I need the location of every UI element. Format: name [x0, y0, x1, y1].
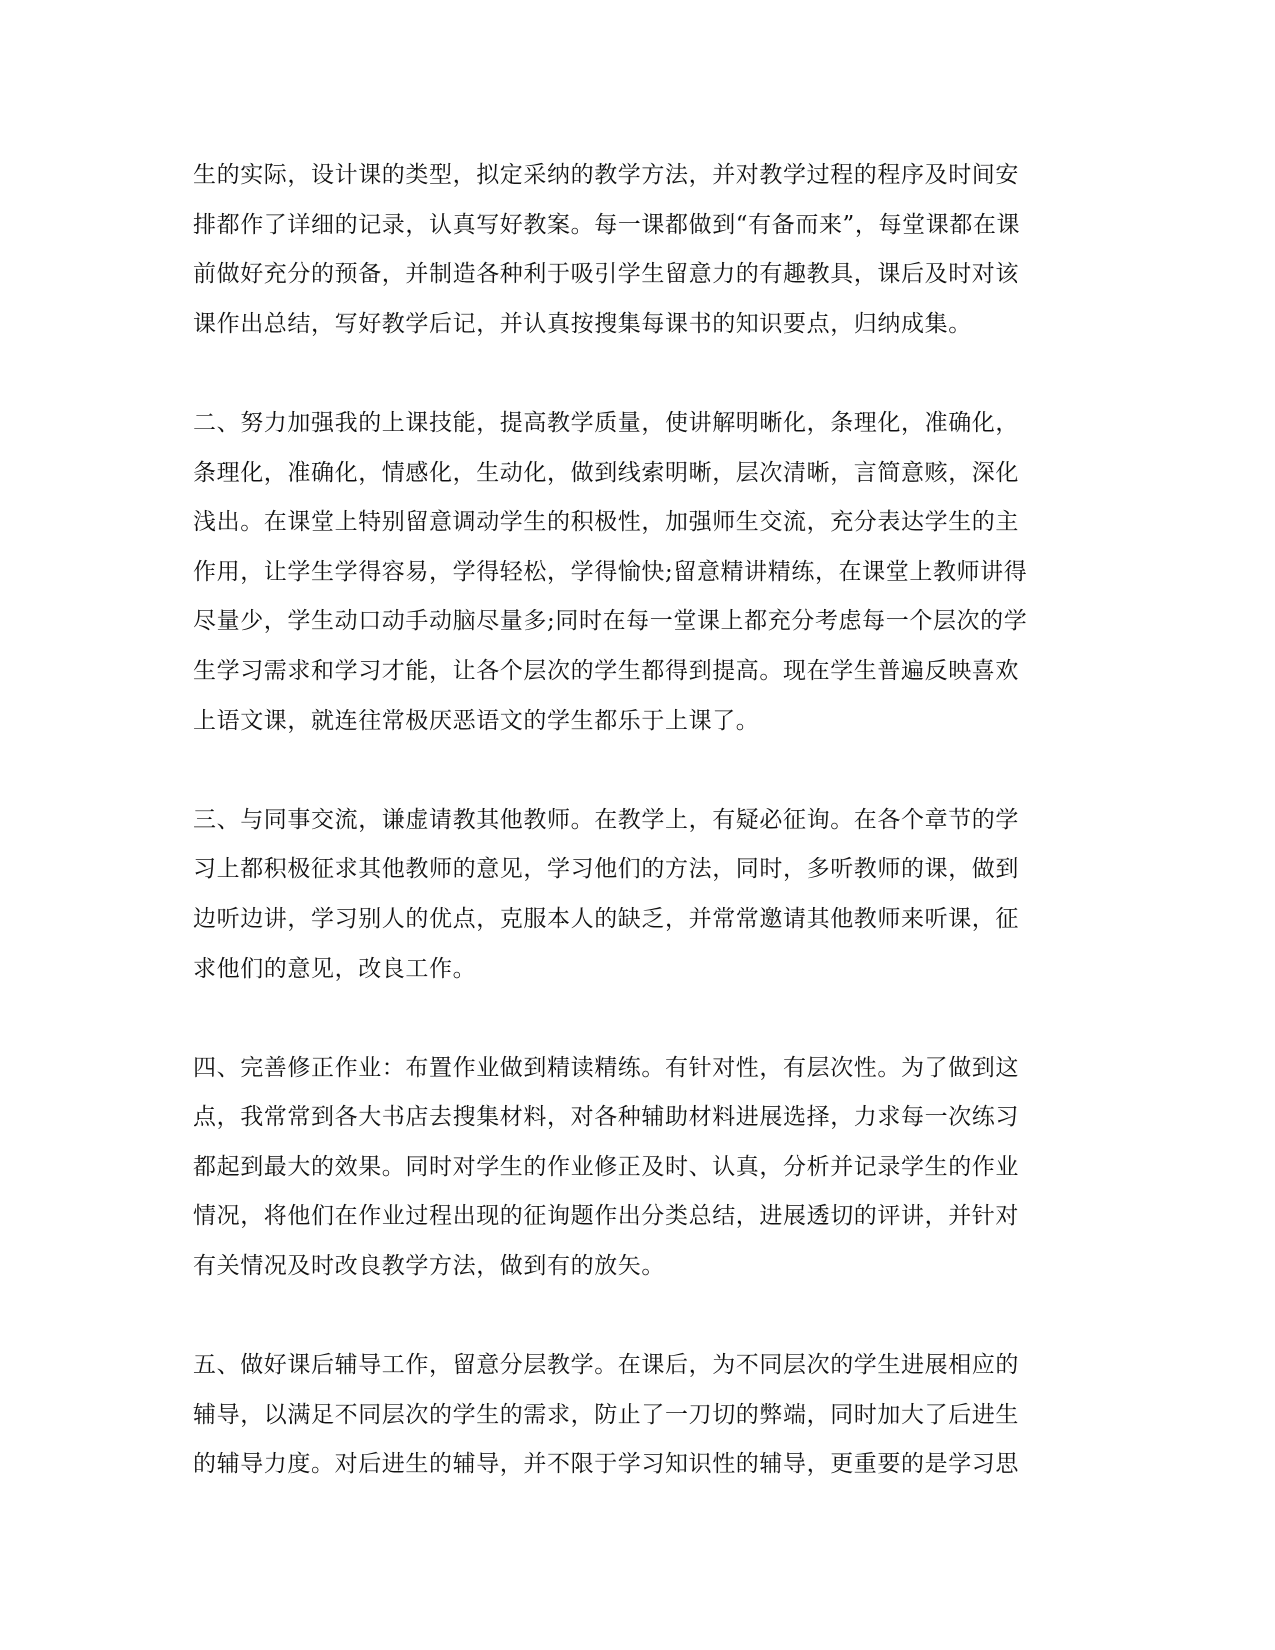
- document-body: [193, 151, 1083, 1490]
- paragraph-spacer: [193, 746, 1083, 796]
- paragraph-colleague-exchange: [193, 796, 1083, 994]
- text-line: 尽量少，学生动口动手动脑尽量多;同时在每一堂课上都充分考虑每一个层次的学: [193, 608, 1028, 635]
- text-line: 生的实际，设计课的类型，拟定采纳的教学方法，并对教学过程的程序及时间安: [193, 162, 1019, 188]
- text-line: 有关情况及时改良教学方法，做到有的放矢。: [193, 1253, 665, 1280]
- paragraph-homework-correction: [193, 1044, 1083, 1292]
- text-line: 五、做好课后辅导工作，留意分层教学。在课后，为不同层次的学生进展相应的: [193, 1352, 1019, 1379]
- text-line: 二、努力加强我的上课技能，提高教学质量，使讲解明晰化，条理化，准确化，: [193, 409, 1019, 436]
- text-line: 课作出总结，写好教学后记，并认真按搜集每课书的知识要点，归纳成集。: [193, 310, 972, 337]
- text-line: 条理化，准确化，情感化，生动化，做到线索明晰，层次清晰，言简意赅，深化: [193, 459, 1019, 486]
- text-line: 作用，让学生学得容易，学得轻松，学得愉快;留意精讲精练，在课堂上教师讲得: [193, 558, 1028, 585]
- text-line: 上语文课，就连往常极厌恶语文的学生都乐于上课了。: [193, 707, 760, 734]
- paragraph-lesson-preparation: [193, 151, 1083, 349]
- paragraph-spacer: [193, 994, 1083, 1044]
- text-line: 生学习需求和学习才能，让各个层次的学生都得到提高。现在学生普遍反映喜欢: [193, 657, 1019, 684]
- paragraph-spacer: [193, 1292, 1083, 1342]
- text-line: 习上都积极征求其他教师的意见，学习他们的方法，同时，多听教师的课，做到: [193, 856, 1019, 883]
- text-line: 点，我常常到各大书店去搜集材料，对各种辅助材料进展选择，力求每一次练习: [193, 1104, 1019, 1131]
- text-line: 排都作了详细的记录，认真写好教案。每一课都做到“有备而来”，每堂课都在课: [193, 211, 1021, 238]
- paragraph-after-class-tutoring: [193, 1341, 1083, 1490]
- paragraph-teaching-skills: [193, 399, 1083, 746]
- text-line: 求他们的意见，改良工作。: [193, 955, 477, 982]
- text-line: 四、完善修正作业：布置作业做到精读精练。有针对性，有层次性。为了做到这: [193, 1054, 1019, 1081]
- text-line: 浅出。在课堂上特别留意调动学生的积极性，加强师生交流，充分表达学生的主: [193, 509, 1019, 536]
- text-line: 前做好充分的预备，并制造各种利于吸引学生留意力的有趣教具，课后及时对该: [193, 261, 1019, 288]
- text-line: 边听边讲，学习别人的优点，克服本人的缺乏，并常常邀请其他教师来听课，征: [193, 905, 1019, 932]
- paragraph-spacer: [193, 349, 1083, 399]
- text-line: 辅导，以满足不同层次的学生的需求，防止了一刀切的弊端，同时加大了后进生: [193, 1401, 1019, 1428]
- text-line: 的辅导力度。对后进生的辅导，并不限于学习知识性的辅导，更重要的是学习思: [193, 1451, 1019, 1478]
- text-line: 都起到最大的效果。同时对学生的作业修正及时、认真，分析并记录学生的作业: [193, 1153, 1019, 1180]
- text-line: 三、与同事交流，谦虚请教其他教师。在教学上，有疑必征询。在各个章节的学: [193, 806, 1019, 833]
- text-line: 情况，将他们在作业过程出现的征询题作出分类总结，进展透切的评讲，并针对: [193, 1203, 1019, 1230]
